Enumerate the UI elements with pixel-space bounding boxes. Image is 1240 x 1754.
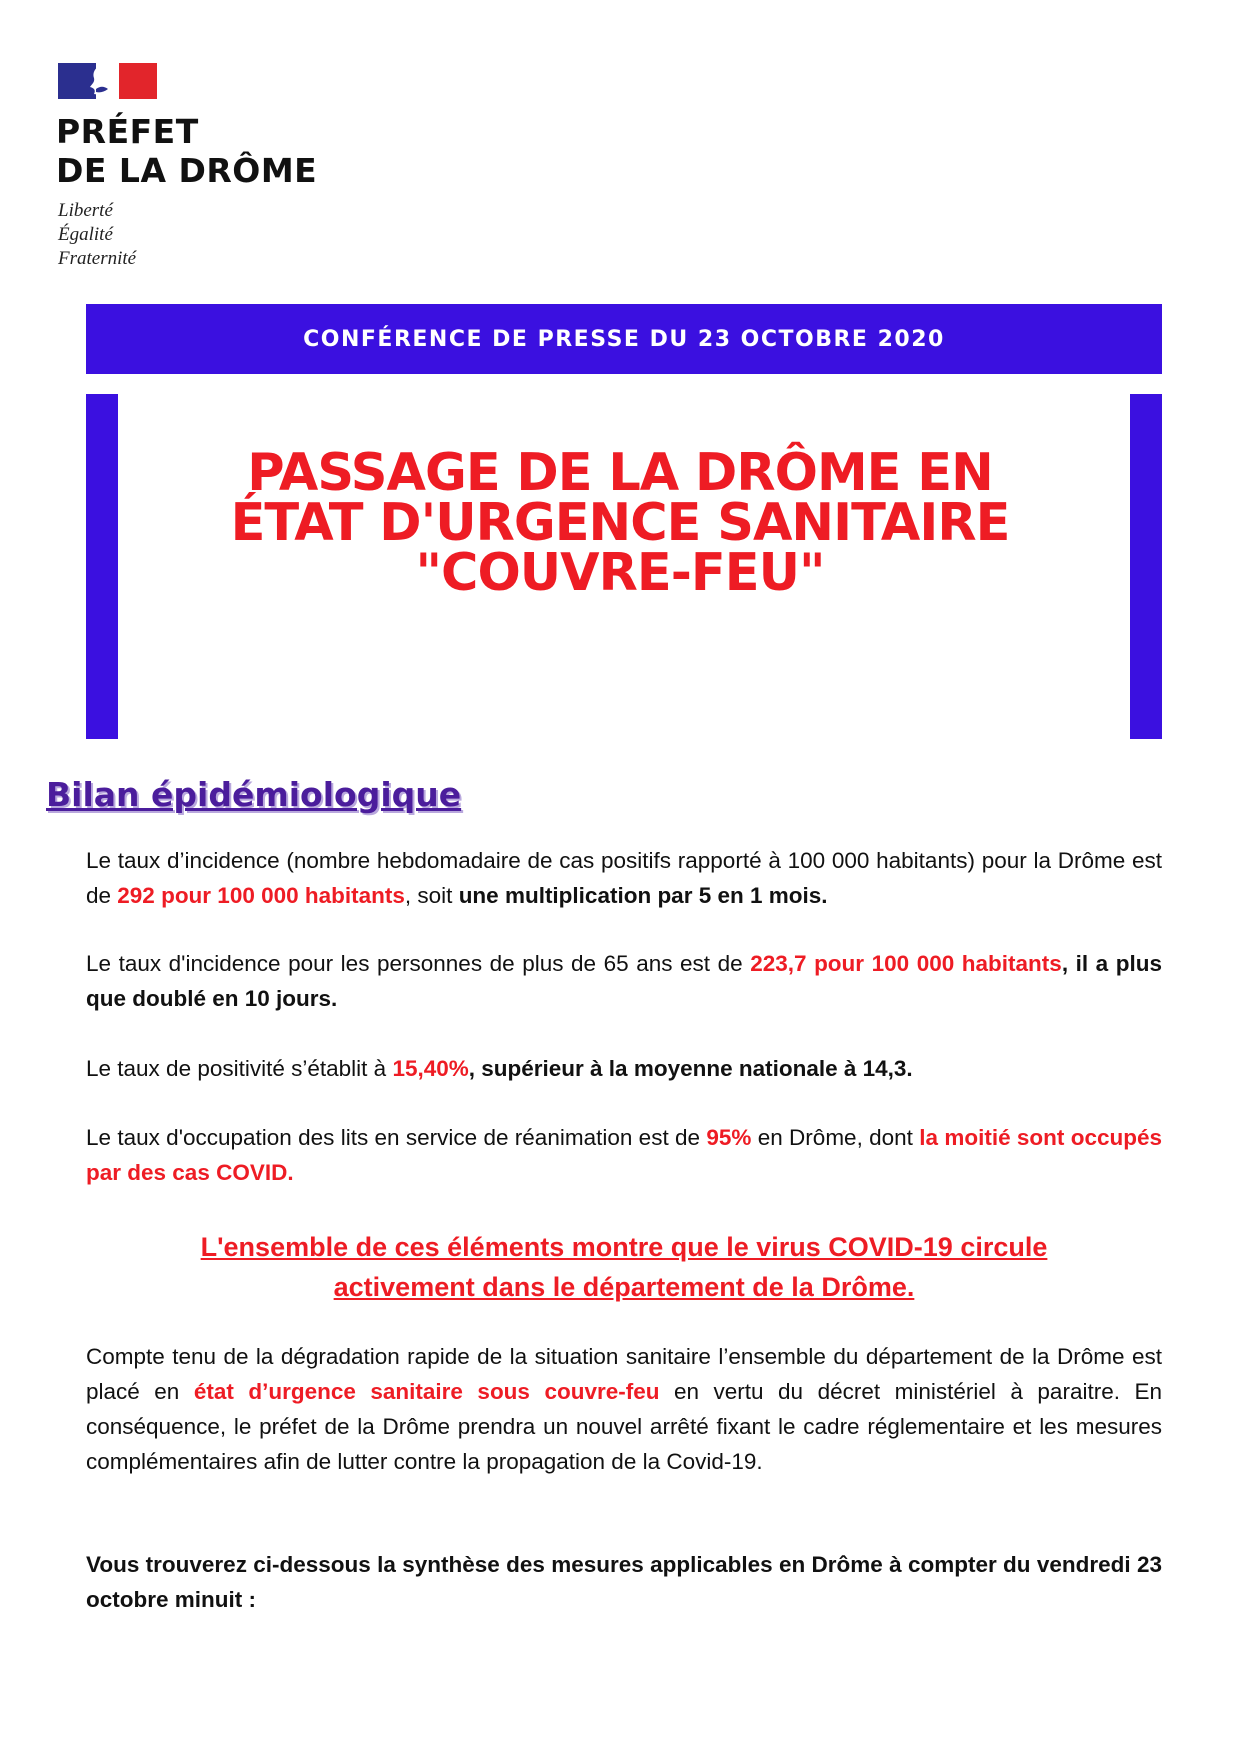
motto-liberte: Liberté xyxy=(58,200,113,221)
paragraph-measures xyxy=(86,1339,1162,1479)
prefecture-line-1: PRÉFET xyxy=(56,112,199,151)
paragraph-summary-intro: Vous trouverez ci-dessous la synthèse des mesures applicables en Drôme à compter du vendredi 23 octobre minuit : xyxy=(86,1552,1162,1612)
text-span: Le taux d’incidence (nombre hebdomadaire de cas positifs rapporté à 100 000 habitants) pour la Drôme est de xyxy=(86,848,1162,908)
highlight-value: 223,7 pour 100 000 habitants xyxy=(750,951,1062,976)
text-span: Le taux d'incidence pour les personnes de plus de 65 ans est de xyxy=(86,951,751,976)
main-title xyxy=(140,443,1100,603)
text-span: Le taux de positivité s’établit à xyxy=(86,1056,393,1081)
prefecture-line-2: DE LA DRÔME xyxy=(56,151,318,190)
highlight-value: 95% xyxy=(706,1125,752,1150)
text-span: en vertu du décret ministériel à paraitre. En conséquence, le préfet de la Drôme prendra un nouvel arrêté fixant le cadre réglementaire et les mesures complémentaires afin de lutter contre la propagation de la Covid-19. xyxy=(86,1379,1162,1474)
text-span: Le taux d'occupation des lits en service de réanimation est de xyxy=(86,1125,707,1150)
main-title-line-2: ÉTAT D'URGENCE SANITAIRE xyxy=(230,493,1010,553)
prefecture-name xyxy=(56,112,317,190)
republic-logo xyxy=(58,63,157,99)
main-title-line-3: "COUVRE-FEU" xyxy=(415,543,825,603)
left-accent-bar xyxy=(86,394,118,739)
key-message-line-1: L'ensemble de ces éléments montre que le virus COVID-19 circule xyxy=(200,1232,1048,1262)
paragraph-icu xyxy=(86,1120,1162,1190)
motto xyxy=(58,199,136,271)
highlight-value: 292 pour 100 000 habitants xyxy=(117,883,405,908)
text-span: en Drôme, dont xyxy=(751,1125,920,1150)
paragraph-positivity xyxy=(86,1051,1162,1086)
right-accent-bar xyxy=(1130,394,1162,739)
motto-fraternite: Fraternité xyxy=(58,248,137,269)
press-conference-label: CONFÉRENCE DE PRESSE DU 23 OCTOBRE 2020 xyxy=(303,326,945,352)
highlight-value: la moitié sont occupés par des cas COVID. xyxy=(86,1125,1162,1185)
text-span: , soit xyxy=(404,883,459,908)
bold-text: , supérieur à la moyenne nationale à 14,3. xyxy=(468,1056,913,1081)
key-message-line-2: activement dans le département de la Drôme. xyxy=(333,1272,915,1302)
paragraph-incidence xyxy=(86,843,1162,913)
marianne-icon xyxy=(82,62,122,100)
highlight-value: 15,40% xyxy=(392,1056,469,1081)
text-span: Compte tenu de la dégradation rapide de la situation sanitaire l’ensemble du département de la Drôme est placé en xyxy=(86,1344,1162,1404)
bold-text: , il a plus que doublé en 10 jours. xyxy=(86,951,1162,1011)
bold-text: une multiplication par 5 en 1 mois. xyxy=(458,883,828,908)
highlight-value: état d’urgence sanitaire sous couvre-feu xyxy=(193,1379,660,1404)
press-conference-banner xyxy=(86,304,1162,374)
paragraph-incidence-65 xyxy=(86,946,1162,1016)
key-message xyxy=(86,1227,1162,1307)
section-heading: Bilan épidémiologique xyxy=(46,775,462,814)
motto-egalite: Égalité xyxy=(58,224,113,245)
main-title-line-1: PASSAGE DE LA DRÔME EN xyxy=(247,443,993,503)
